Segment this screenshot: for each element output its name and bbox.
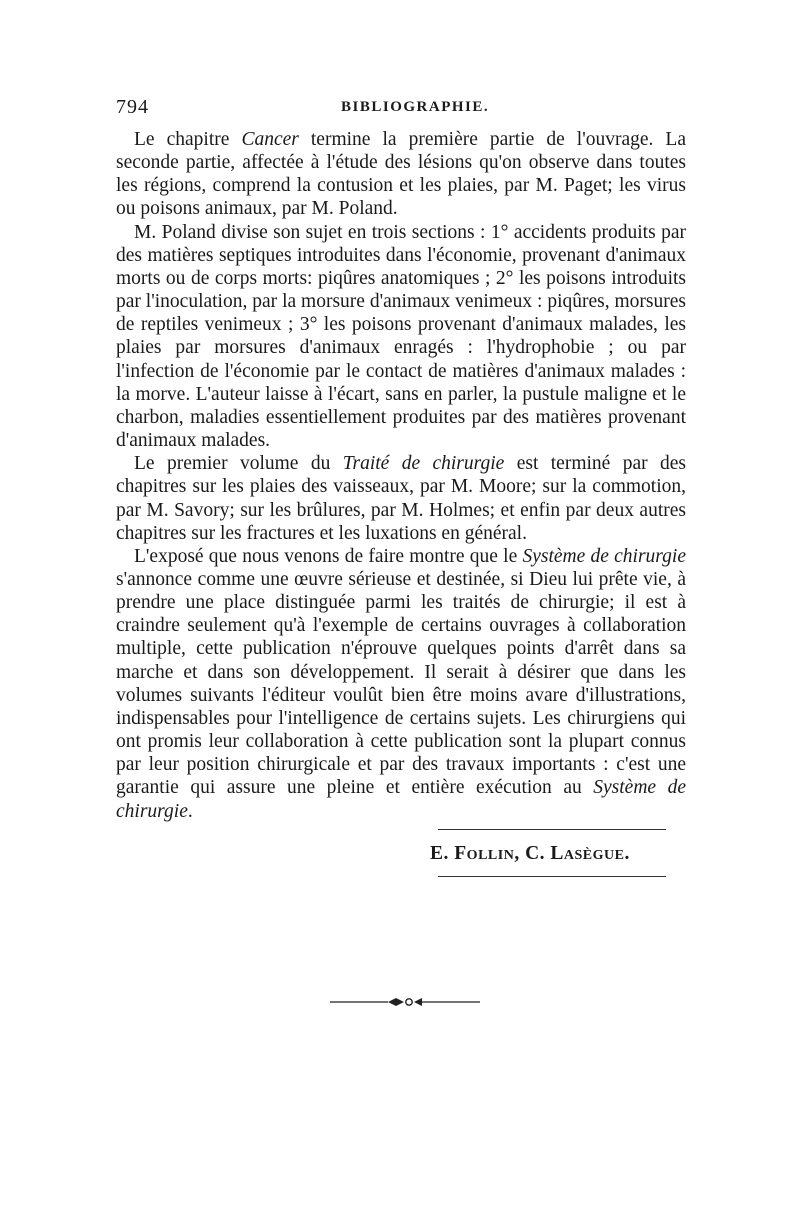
page-header <box>116 96 686 122</box>
signature <box>430 843 690 865</box>
running-head: BIBLIOGRAPHIE. <box>341 99 490 115</box>
author-initial: C. <box>525 843 546 864</box>
signature-rule-bottom <box>438 876 666 877</box>
paragraph-text: M. Poland divise son sujet en trois sections : 1° accidents produits par des matières septiques introduites dans l'économie, provenant d'animaux morts ou de corps morts: piqûres anatomiques ; 2° les poisons introduits par l'inoculation, par la morsure d'animaux venimeux : piqûres, morsures de reptiles venimeux ; 3° les poisons provenant d'animaux malades, les plaies par morsures d'animaux enragés : l'hydrophobie ; ou par l'infection de l'économie par le contact de matières d'animaux malades : la morve. L'auteur laisse à l'écart, sans en parler, la pustule maligne et le charbon, maladies essentiellement produites par des matières provenant d'animaux malades. <box>116 221 686 452</box>
paragraph <box>116 545 686 823</box>
paragraph <box>116 128 686 221</box>
italic-term: Système de chirurgie <box>522 545 686 567</box>
paragraph-text: s'annonce comme une œuvre sérieuse et destinée, si Dieu lui prête vie, à prendre une place distinguée parmi les traités de chirurgie; il est à craindre seulement qu'à l'exemple de certains ouvrages à collaboration multiple, cette publication n'éprouve quelques points d'arrêt dans sa marche et dans son développement. Il serait à désirer que dans les volumes suivants l'éditeur voulût bien être moins avare d'illustrations, indispensables pour l'intelligence de certains sujets. Les chirurgiens qui ont promis leur collaboration à cette publication sont la plupart connus par leur position chirurgicale et par des travaux importants : c'est une garantie qui assure une pleine et entière exécution au <box>116 568 686 799</box>
italic-term: Cancer <box>241 129 299 150</box>
paragraph <box>116 221 686 453</box>
paragraph-text: termine la première partie de l'ouvrage. La seconde partie, affectée à l'étude des lésions qu'on observe dans toutes les régions, comprend la contusion et les plaies, par M. Paget; les virus ou poisons animaux, par M. Poland. <box>116 129 686 220</box>
author-initial: E. <box>430 843 449 864</box>
paragraph-text: L'exposé que nous venons de faire montre que le <box>134 545 523 567</box>
signature-rule-top <box>438 829 666 830</box>
signature-separator: , <box>514 843 520 864</box>
italic-term: Système de chirurgie <box>116 777 686 822</box>
author-name: Follin <box>454 843 515 864</box>
page-number: 794 <box>116 96 149 118</box>
author-name: Lasègue. <box>550 843 630 864</box>
italic-term: Traité de chirurgie <box>342 453 505 475</box>
paragraph-text: Le chapitre <box>134 129 242 150</box>
paragraph-text: Le premier volume du <box>134 453 343 475</box>
paragraph <box>116 452 686 545</box>
paragraph-text: est terminé par des chapitres sur les plaies des vaisseaux, par M. Moore; sur la commotion, par M. Savory; sur les brûlures, par M. Holmes; et enfin par deux autres chapitres sur les fractures et les luxations en général. <box>116 453 686 544</box>
paragraph-text: . <box>187 800 193 822</box>
ornament-divider <box>330 995 480 1009</box>
body-text <box>116 128 686 823</box>
